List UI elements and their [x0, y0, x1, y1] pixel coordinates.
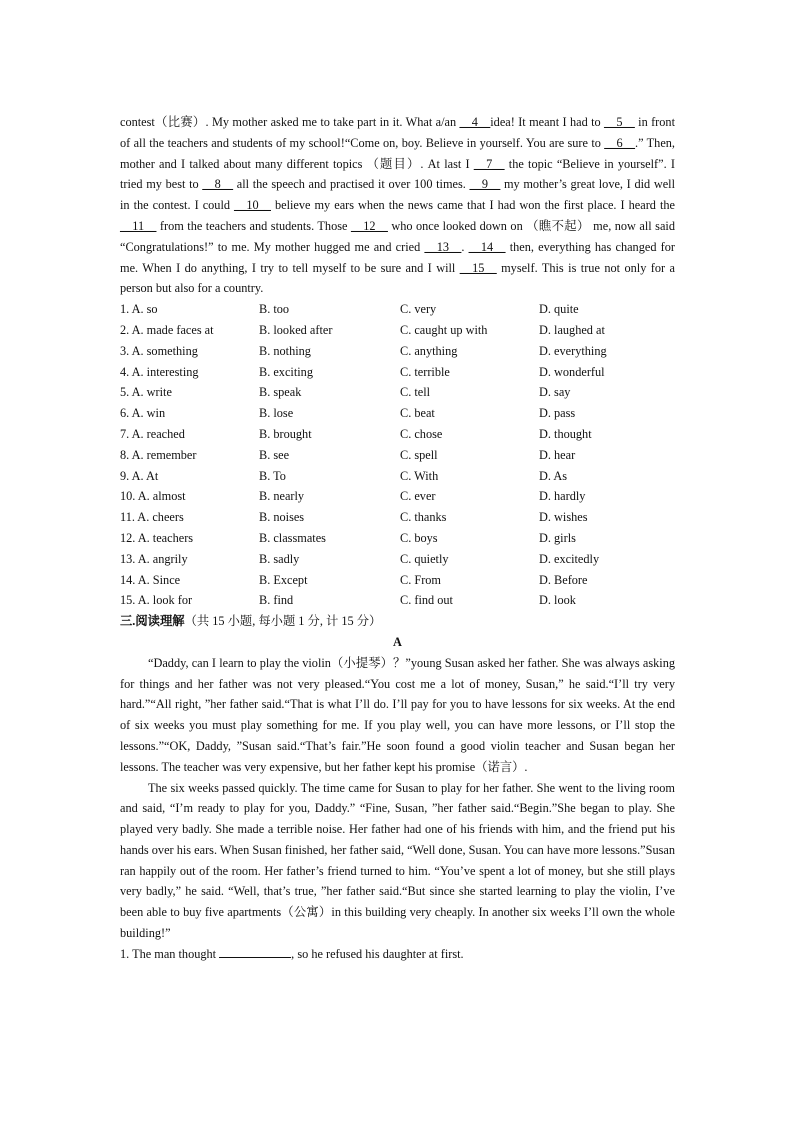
blank-4: __4__	[459, 115, 491, 129]
option-row	[120, 570, 675, 591]
option-7-b: B. brought	[259, 426, 312, 441]
option-14-c: C. From	[400, 572, 441, 587]
option-10-b: B. nearly	[259, 489, 305, 504]
option-2-b: B. looked after	[259, 322, 333, 337]
blank-8: __8__	[202, 177, 234, 192]
option-row	[120, 382, 675, 403]
option-4-c: C. terrible	[400, 364, 450, 379]
option-13-d: D. excitedly	[539, 551, 600, 566]
option-8-d: D. hear	[539, 447, 576, 462]
option-row	[120, 341, 675, 362]
blank-11: __11__	[120, 218, 157, 233]
option-15-c: C. find out	[400, 593, 453, 608]
section-title: 三.阅读理解	[120, 614, 185, 629]
option-9-a: 9. A. At	[120, 468, 159, 483]
option-row	[120, 299, 675, 320]
option-7-c: C. chose	[400, 426, 443, 441]
section-note: （共 15 小题, 每小题 1 分, 计 15 分）	[184, 614, 382, 629]
option-3-c: C. anything	[400, 343, 458, 358]
option-8-c: C. spell	[400, 447, 438, 462]
cloze-text: who once looked down on （瞧不起） me, now all said “Congratulations!” to me. My mother hugged me and cried	[120, 218, 675, 254]
blank-9: __9__	[469, 177, 501, 192]
blank-5: __5__	[604, 115, 635, 129]
option-6-c: C. beat	[400, 406, 435, 421]
reading-paragraph-2: The six weeks passed quickly. The time came for Susan to play for her father. She went to the living room and said, “I’m ready to play for you, Daddy.” “Fine, Susan, ”her father said.“Begin.”She began to play. She played very badly. She made a terrible noise. Her father had one of his friends with him, and the friend put his hands over his ears. When Susan finished, her father said, “Well done, Susan. You can have more lessons.”Susan ran happily out of the room. Her father’s friend turned to him. “You’ve spent a lot of money, but she still plays very badly,” he said. “Well, that’s true, ”her father said.“But since she started learning to play the violin, I’ve been able to buy five apartments（公寓）in this building very cheaply. In another six weeks I’ll own the whole building!”	[120, 780, 675, 941]
option-11-b: B. noises	[259, 510, 305, 525]
option-4-d: D. wonderful	[539, 364, 605, 379]
option-14-d: D. Before	[539, 572, 588, 587]
cloze-text: the topic “Believe in yourself”. I tried my best to	[120, 156, 675, 192]
option-row	[120, 528, 675, 549]
option-row	[120, 320, 675, 341]
option-row	[120, 486, 675, 507]
cloze-passage	[120, 112, 675, 299]
option-7-a: 7. A. reached	[120, 426, 185, 441]
option-3-a: 3. A. something	[120, 343, 198, 358]
cloze-text: then, everything has changed for me. When I do anything, I try to tell myself to be sure and I will	[120, 239, 675, 275]
option-12-d: D. girls	[539, 530, 576, 545]
option-11-d: D. wishes	[539, 510, 588, 525]
cloze-text: .” Then, mother and I talked about many different topics （题目）. At last I	[120, 135, 675, 171]
option-row	[120, 507, 675, 528]
option-14-a: 14. A. Since	[120, 572, 181, 587]
option-4-b: B. exciting	[259, 364, 313, 379]
question-1-text: 1. The man thought	[120, 946, 220, 961]
option-10-a: 10. A. almost	[120, 489, 186, 504]
option-8-a: 8. A. remember	[120, 447, 197, 462]
cloze-text: my mother’s great love, I did well in the contest. I could	[120, 177, 676, 213]
cloze-text: in front of all the teachers and students of my school!“Come on, boy. Believe in yourself. You are sure to	[120, 115, 675, 150]
option-3-d: D. everything	[539, 343, 607, 358]
option-5-d: D. say	[539, 385, 571, 400]
option-10-d: D. hardly	[539, 489, 586, 504]
option-12-c: C. boys	[400, 530, 438, 545]
exam-page	[120, 112, 675, 965]
option-6-d: D. pass	[539, 406, 576, 421]
section-heading	[120, 611, 675, 632]
option-row	[120, 466, 675, 487]
option-10-c: C. ever	[400, 489, 436, 504]
cloze-text: idea! It meant I had to	[490, 115, 605, 129]
option-6-b: B. lose	[259, 406, 294, 421]
cloze-text: all the speech and practised it over 100 times.	[233, 177, 470, 192]
option-2-d: D. laughed at	[539, 322, 605, 337]
option-11-c: C. thanks	[400, 510, 447, 525]
option-5-c: C. tell	[400, 385, 431, 400]
option-5-b: B. speak	[259, 385, 302, 400]
cloze-text: believe my ears when the news came that I had won the first place. I heard the	[270, 198, 675, 213]
blank-7: __7__	[473, 156, 505, 171]
option-12-b: B. classmates	[259, 530, 326, 545]
option-1-c: C. very	[400, 302, 437, 317]
option-8-b: B. see	[259, 447, 290, 462]
blank-13: __13__	[424, 239, 462, 254]
option-13-a: 13. A. angrily	[120, 551, 188, 566]
cloze-text: from the teachers and students. Those	[156, 218, 351, 233]
cloze-text: .	[461, 239, 469, 254]
option-6-a: 6. A. win	[120, 406, 166, 421]
option-13-b: B. sadly	[259, 551, 300, 566]
option-13-c: C. quietly	[400, 551, 449, 566]
option-7-d: D. thought	[539, 426, 592, 441]
blank-15: __15__	[459, 260, 497, 275]
option-3-b: B. nothing	[259, 343, 311, 358]
option-15-a: 15. A. look for	[120, 593, 193, 608]
option-11-a: 11. A. cheers	[120, 510, 184, 525]
option-2-c: C. caught up with	[400, 322, 488, 337]
option-1-b: B. too	[259, 302, 290, 317]
option-row	[120, 362, 675, 383]
option-row	[120, 590, 675, 611]
option-row	[120, 445, 675, 466]
option-4-a: 4. A. interesting	[120, 364, 199, 379]
option-row	[120, 549, 675, 570]
option-1-d: D. quite	[539, 302, 579, 317]
option-5-a: 5. A. write	[120, 385, 172, 400]
option-15-d: D. look	[539, 593, 576, 608]
option-row	[120, 424, 675, 445]
cloze-text: myself. This is true not only for a person but also for a country.	[120, 260, 675, 296]
reading-paragraph-1: “Daddy, can I learn to play the violin（小提琴）？”young Susan asked her father. She was always asking for things and her father was not very pleased.“You cost me a lot of money, Susan,” he said.“I’ll try very hard.”“All right, ”her father said.“That is what I’ll do. I’ll pay for you to have lessons for six weeks. At the end of six weeks you must play something for me. If you play well, you can have more lessons, or I’ll stop the lessons.”“OK, Daddy, ”Susan said.“That’s fair.”He soon found a good violin teacher and Susan began her lessons. The teacher was very expensive, but her father kept his promise（诺言）.	[120, 655, 675, 774]
cloze-text: contest（比赛）. My mother asked me to take part in it. What a/an	[120, 115, 460, 129]
answer-blank[interactable]	[219, 945, 291, 958]
blank-10: __10__	[234, 198, 271, 213]
option-14-b: B. Except	[259, 572, 308, 587]
question-1	[120, 944, 675, 965]
passage-label: A	[393, 634, 402, 649]
option-15-b: B. find	[259, 593, 294, 608]
blank-6: __6__	[604, 135, 635, 150]
option-row	[120, 403, 675, 424]
option-1-a: 1. A. so	[120, 302, 158, 317]
blank-12: __12__	[350, 218, 388, 233]
options-list	[120, 299, 675, 611]
option-9-c: C. With	[400, 468, 439, 483]
question-1-text-end: , so he refused his daughter at first.	[291, 946, 464, 961]
option-2-a: 2. A. made faces at	[120, 322, 214, 337]
blank-14: __14__	[468, 239, 506, 254]
option-12-a: 12. A. teachers	[120, 530, 194, 545]
option-9-b: B. To	[259, 468, 286, 483]
option-9-d: D. As	[539, 468, 568, 483]
